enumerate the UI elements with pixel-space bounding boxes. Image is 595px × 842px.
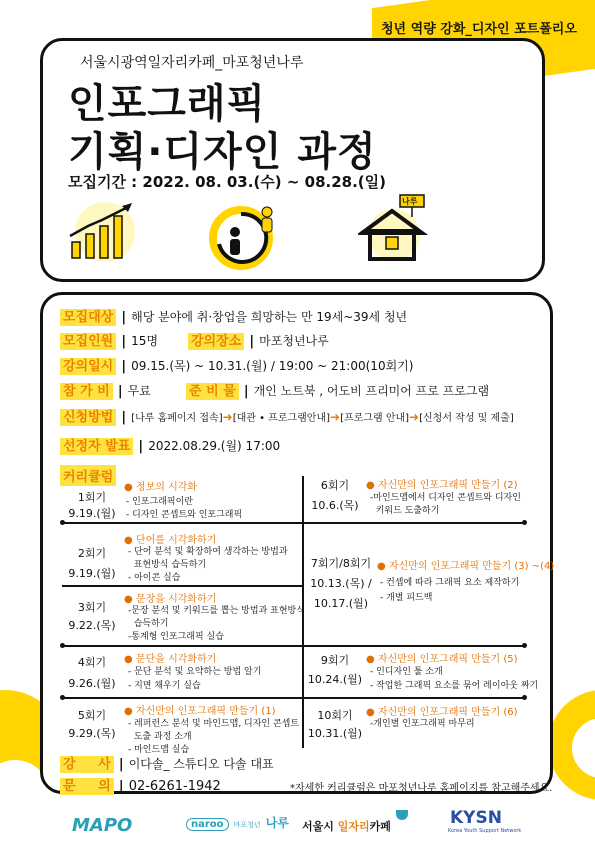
recruit-period: 모집기간 : 2022. 08. 03.(수) ~ 08.28.(일) xyxy=(68,173,386,191)
session-number: 9회기 xyxy=(320,654,350,667)
session-title: ● 자신만의 인포그래픽 만들기 (5) xyxy=(366,654,518,665)
date-value: 09.15.(목) ~ 10.31.(월) / 19:00 ~ 21:00(10회기) xyxy=(131,359,414,373)
footnote: *자세한 커리큘럼은 마포청년나루 홈페이지를 참고해주세요. xyxy=(290,783,553,794)
session-title: ● 정보의 시각화 xyxy=(124,482,198,493)
divider-dot xyxy=(60,643,65,648)
page-title-line1: 인포그래픽 xyxy=(68,81,267,127)
session-detail: - 컨셉에 따라 그래픽 요소 제작하기 xyxy=(380,578,520,588)
apply-label: 신청방법 xyxy=(60,409,116,426)
session-number: 3회기 xyxy=(77,601,107,614)
session-title: ● 자신만의 인포그래픽 만들기 (1) xyxy=(124,706,276,717)
session-number: 1회기 xyxy=(77,491,107,504)
session-date: 10.6.(목) xyxy=(311,499,359,512)
separator: | xyxy=(243,384,249,399)
person-cycle-icon xyxy=(205,200,285,270)
fee-label: 참 가 비 xyxy=(60,383,113,400)
target-value: 해당 분야에 취·창업을 희망하는 만 19세~39세 청년 xyxy=(131,310,408,324)
session-detail: - 마인드맵 실습 xyxy=(128,745,190,755)
place-value: 마포청년나루 xyxy=(259,334,329,348)
curriculum-title: 커리큘럼 xyxy=(60,465,116,486)
separator: | xyxy=(118,779,124,794)
session-detail: - 문단 분석 및 요약하는 방법 알기 xyxy=(128,667,262,677)
session-detail: - 작업한 그래픽 요소를 묶어 레이아웃 짜기 xyxy=(370,681,539,691)
house-sign: 나루 xyxy=(402,197,418,206)
session-date: 9.19.(월) xyxy=(68,567,116,580)
count-row xyxy=(60,330,158,350)
session-date: 10.24.(월) xyxy=(307,673,363,686)
contact-value: 02-6261-1942 xyxy=(128,779,221,794)
seoul-job-cafe-logo: 서울시 일자리카페 xyxy=(302,820,391,833)
count-value: 15명 xyxy=(131,334,159,348)
session-detail: 도출 과정 소개 xyxy=(128,732,192,742)
apply-step-3: [프로그램 안내] xyxy=(340,413,410,424)
session-date: 9.26.(월) xyxy=(68,677,116,690)
session-number: 2회기 xyxy=(77,547,107,560)
session-title: ● 문장을 시각화하기 xyxy=(124,594,217,605)
session-detail: - 인포그래픽이란 xyxy=(126,497,193,507)
arrow-icon: ➜ xyxy=(330,410,341,424)
place-row xyxy=(188,330,329,350)
arrow-icon: ➜ xyxy=(409,410,420,424)
apply-step-4: [신청서 작성 및 제출] xyxy=(419,413,514,424)
session-date: 9.19.(월) xyxy=(68,507,116,520)
separator: | xyxy=(121,359,127,374)
target-label: 모집대상 xyxy=(60,309,116,326)
apply-row xyxy=(60,406,514,426)
contact-label: 문 의 xyxy=(60,778,114,795)
naroo-logo: naroo 마포청년 나루 xyxy=(186,812,289,831)
prep-label: 준 비 물 xyxy=(186,383,239,400)
session-detail: - 단어 분석 및 확장하여 생각하는 방법과 xyxy=(128,547,288,557)
session-detail: -통계형 인포그래픽 실습 xyxy=(128,632,224,642)
separator: | xyxy=(121,310,127,325)
session-date: 10.17.(월) xyxy=(313,597,369,610)
separator: | xyxy=(117,384,123,399)
session-date: 10.31.(월) xyxy=(307,727,363,740)
session-detail: - 인디자인 툴 소개 xyxy=(370,667,443,677)
divider-dot xyxy=(522,643,527,648)
session-detail: -마인드맵에서 디자인 콘셉트와 디자인 xyxy=(370,493,521,503)
separator: | xyxy=(121,410,127,425)
organizer: 서울시광역일자리카페_마포청년나루 xyxy=(80,55,304,71)
session-detail: - 레퍼런스 분석 및 마인드맵, 디자인 콘셉트 xyxy=(128,719,300,729)
session-title: ● 자신만의 인포그래픽 만들기 (3) ~(4) xyxy=(377,561,555,572)
arrow-icon: ➜ xyxy=(222,410,233,424)
prep-row xyxy=(186,380,489,400)
fee-value: 무료 xyxy=(127,384,151,398)
program-tag: 청년 역량 강화_디자인 포트폴리오 xyxy=(381,22,577,37)
date-label: 강의일시 xyxy=(60,358,116,375)
apply-step-2: [대관 • 프로그램안내] xyxy=(232,413,331,424)
kysn-subtitle: Korea Youth Support Network xyxy=(448,828,522,834)
select-value: 2022.08.29.(월) 17:00 xyxy=(148,439,281,453)
session-title: ● 자신만의 인포그래픽 만들기 (2) xyxy=(366,480,518,491)
separator: | xyxy=(121,334,127,349)
session-detail: - 개별 피드백 xyxy=(380,593,433,603)
session-number: 5회기 xyxy=(77,709,107,722)
separator: | xyxy=(138,439,144,454)
growth-chart-icon xyxy=(60,200,150,265)
session-number: 10회기 xyxy=(317,709,353,722)
divider xyxy=(62,522,525,524)
divider-dot xyxy=(522,520,527,525)
session-date: 9.22.(목) xyxy=(68,619,116,632)
session-detail: -개인별 인포그래픽 마무리 xyxy=(370,719,475,729)
instructor-row xyxy=(60,753,274,773)
session-detail: 표현방식 습득하기 xyxy=(128,560,207,570)
session-detail: - 디자인 콘셉트와 인포그래픽 xyxy=(126,510,243,520)
session-detail: - 지면 채우기 실습 xyxy=(128,681,201,691)
select-label: 선정자 발표 xyxy=(60,438,133,455)
separator: | xyxy=(249,334,255,349)
divider-dot xyxy=(522,695,527,700)
house-icon xyxy=(358,193,428,265)
session-title: ● 자신만의 인포그래픽 만들기 (6) xyxy=(366,707,518,718)
select-row xyxy=(60,435,280,455)
session-number: 7회기/8회기 xyxy=(310,557,372,570)
date-row xyxy=(60,355,413,375)
session-detail: 습득하기 xyxy=(128,619,169,629)
session-date: 10.13.(목) / xyxy=(310,577,372,590)
apply-step-1: [나루 홈페이지 접속] xyxy=(131,413,223,424)
session-detail: -문장 분석 및 키워드를 뽑는 방법과 표현방식 xyxy=(128,606,305,616)
instructor-value: 이다솔_ 스튜디오 다솔 대표 xyxy=(128,757,274,771)
target-row xyxy=(60,306,407,326)
count-label: 모집인원 xyxy=(60,333,116,350)
page-title-line2: 기획·디자인 과정 xyxy=(68,129,377,175)
divider xyxy=(62,697,525,699)
place-label: 강의장소 xyxy=(188,333,244,350)
instructor-label: 강 사 xyxy=(60,756,114,773)
prep-value: 개인 노트북 , 어도비 프리미어 프로 프로그램 xyxy=(253,384,490,398)
session-title: ● 단어를 시각화하기 xyxy=(124,535,217,546)
divider xyxy=(62,645,525,647)
session-date: 9.29.(목) xyxy=(68,727,116,740)
session-number: 6회기 xyxy=(320,479,350,492)
session-detail: 키워드 도출하기 xyxy=(370,506,440,516)
fee-row xyxy=(60,380,151,400)
cup-icon xyxy=(396,810,408,820)
session-detail: - 아이콘 실습 xyxy=(128,573,181,583)
session-number: 4회기 xyxy=(77,656,107,669)
kysn-logo: KYSN xyxy=(450,808,502,828)
separator: | xyxy=(118,757,124,772)
mapo-logo: MAPO xyxy=(72,815,133,836)
session-title: ● 문단을 시각화하기 xyxy=(124,654,217,665)
contact-row xyxy=(60,775,221,795)
